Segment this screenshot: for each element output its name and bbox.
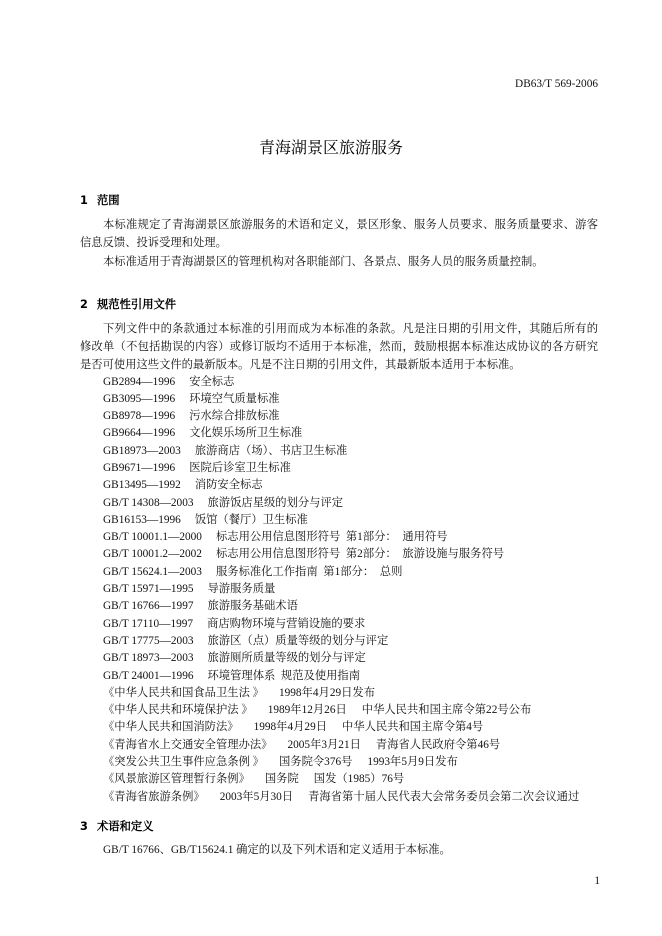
regulation-detail: 国务院令376号 [278,756,353,769]
regulation-title: 《中华人民共和环境保护法 》 [103,704,253,717]
regulation-detail: 2003年5月30日 [219,790,294,803]
paragraph-line: 本标准适用于青海湖景区的管理机构对各职能部门、各景点、服务人员的服务质量控制。 [103,256,544,268]
reference-code: GB9664—1996 [103,427,176,440]
regulation-detail: 青海省人民政府令第46号 [375,738,501,751]
reference-code: GB/T 17775—2003 [103,634,194,647]
reference-code: GB2894—1996 [103,375,176,388]
regulation-detail: 中华人民共和国主席令第22号公布 [361,704,532,717]
section-title: 规范性引用文件 [97,298,177,311]
reference-item [103,650,579,667]
reference-name: 旅游商店（场）、书店卫生标准 [194,444,348,457]
reference-item [103,546,579,563]
reference-code: GB/T 10001.1—2000 [103,531,202,544]
reference-code: GB13495—1992 [103,479,181,492]
section-1-heading [80,192,120,209]
reference-name: 消防安全标志 [194,479,263,492]
reference-item [103,460,579,477]
paragraph-line: 本标准规定了青海湖景区旅游服务的术语和定义，景区形象、服务人员要求、服务质量要求、游客 [103,219,598,231]
section-2-heading [80,296,176,313]
reference-name: 安全标志 [189,375,235,388]
reference-code: GB8978—1996 [103,410,176,423]
paragraph-line: 是否可使用这些文件的最新版本。凡是不注日期的引用文件，其最新版本适用于本标准。 [80,359,521,371]
regulation-title: 《风景旅游区管理暂行条例》 [103,773,250,786]
reference-name: 导游服务质量 [207,583,276,596]
section-title: 范围 [97,194,120,207]
regulation-item [103,754,579,771]
reference-code: GB/T 10001.2—2002 [103,548,202,561]
reference-code: GB/T 14308—2003 [103,496,194,509]
reference-item [103,512,579,529]
reference-code: GB/T 17110—1997 [103,617,194,630]
paragraph-line: 信息反馈、投诉受理和处理。 [80,237,227,249]
reference-name: 旅游服务基础术语 [207,600,298,613]
reference-list [103,374,579,806]
reference-item [103,374,579,391]
section-number: 3 [80,820,88,833]
reference-name: 环境空气质量标准 [189,392,280,405]
regulation-detail: 中华人民共和国主席令第4号 [342,721,484,734]
reference-name: 饭馆（餐厅）卫生标准 [194,513,308,526]
regulation-item [103,719,579,736]
regulation-title: 《中华人民共和国食品卫生法 》 [103,686,264,699]
reference-code: GB/T 15971—1995 [103,583,194,596]
reference-name: 标志用公用信息图形符号 第2部分： 旅游设施与服务符号 [215,548,505,561]
section-number: 1 [80,194,88,207]
regulation-item [103,771,579,788]
reference-name: 污水综合排放标准 [189,410,280,423]
regulation-item [103,702,579,719]
regulation-detail: 1989年12月26日 [267,704,347,717]
reference-name: 商店购物环境与营销设施的要求 [207,617,366,630]
paragraph-line: 下列文件中的条款通过本标准的引用而成为本标准的条款。凡是注日期的引用文件，其随后所有的 [103,323,598,335]
document-code: DB63/T 569-2006 [515,78,598,90]
reference-item [103,495,579,512]
reference-item [103,408,579,425]
reference-item [103,477,579,494]
reference-item [103,581,579,598]
regulation-title: 《青海省旅游条例》 [103,790,205,803]
reference-code: GB9671—1996 [103,461,176,474]
reference-item [103,616,579,633]
regulation-detail: 青海省第十届人民代表大会常务委员会第二次会议通过 [308,790,580,803]
reference-name: 医院后诊室卫生标准 [189,461,291,474]
regulation-detail: 1993年5月9日发布 [367,756,458,769]
reference-name: 环境管理体系 规范及使用指南 [207,669,361,682]
regulation-detail: 国发（1985）76号 [313,773,405,786]
reference-item [103,633,579,650]
reference-name: 旅游饭店星级的划分与评定 [207,496,344,509]
reference-item [103,425,579,442]
reference-name: 标志用公用信息图形符号 第1部分： 通用符号 [215,531,448,544]
regulation-item [103,737,579,754]
regulation-title: 《青海省水上交通安全管理办法》 [103,738,273,751]
reference-item [103,564,579,581]
reference-code: GB16153—1996 [103,513,181,526]
reference-item [103,598,579,615]
reference-code: GB/T 15624.1—2003 [103,565,202,578]
reference-item [103,529,579,546]
reference-code: GB/T 18973—2003 [103,652,194,665]
page-number: 1 [594,875,600,887]
regulation-title: 《中华人民共和国消防法》 [103,721,239,734]
section-title: 术语和定义 [97,820,154,833]
reference-item [103,668,579,685]
document-title: 青海湖景区旅游服务 [258,138,403,157]
regulation-detail: 1998年4月29日发布 [278,686,376,699]
reference-item [103,391,579,408]
reference-code: GB3095—1996 [103,392,176,405]
section-3-heading [80,818,154,835]
reference-name: 旅游区（点）质量等级的划分与评定 [207,634,389,647]
reference-item [103,443,579,460]
regulation-detail: 1998年4月29日 [253,721,328,734]
reference-name: 服务标准化工作指南 第1部分： 总则 [215,565,403,578]
regulation-title: 《突发公共卫生事件应急条例 》 [103,756,264,769]
regulation-detail: 2005年3月21日 [287,738,361,751]
regulation-item [103,685,579,702]
section-number: 2 [80,298,88,311]
reference-name: 旅游厕所质量等级的划分与评定 [207,652,366,665]
reference-code: GB/T 24001—1996 [103,669,194,682]
paragraph-line: GB/T 16766、GB/T15624.1 确定的以及下列术语和定义适用于本标准。 [103,844,451,856]
reference-code: GB/T 16766—1997 [103,600,194,613]
paragraph-line: 修改单（不包括勘误的内容）或修订版均不适用于本标准，然而，鼓励根据本标准达成协议的各方研究 [80,341,598,353]
regulation-item [103,789,579,806]
reference-name: 文化娱乐场所卫生标准 [189,427,303,440]
regulation-detail: 国务院 [264,773,299,786]
reference-code: GB18973—2003 [103,444,181,457]
